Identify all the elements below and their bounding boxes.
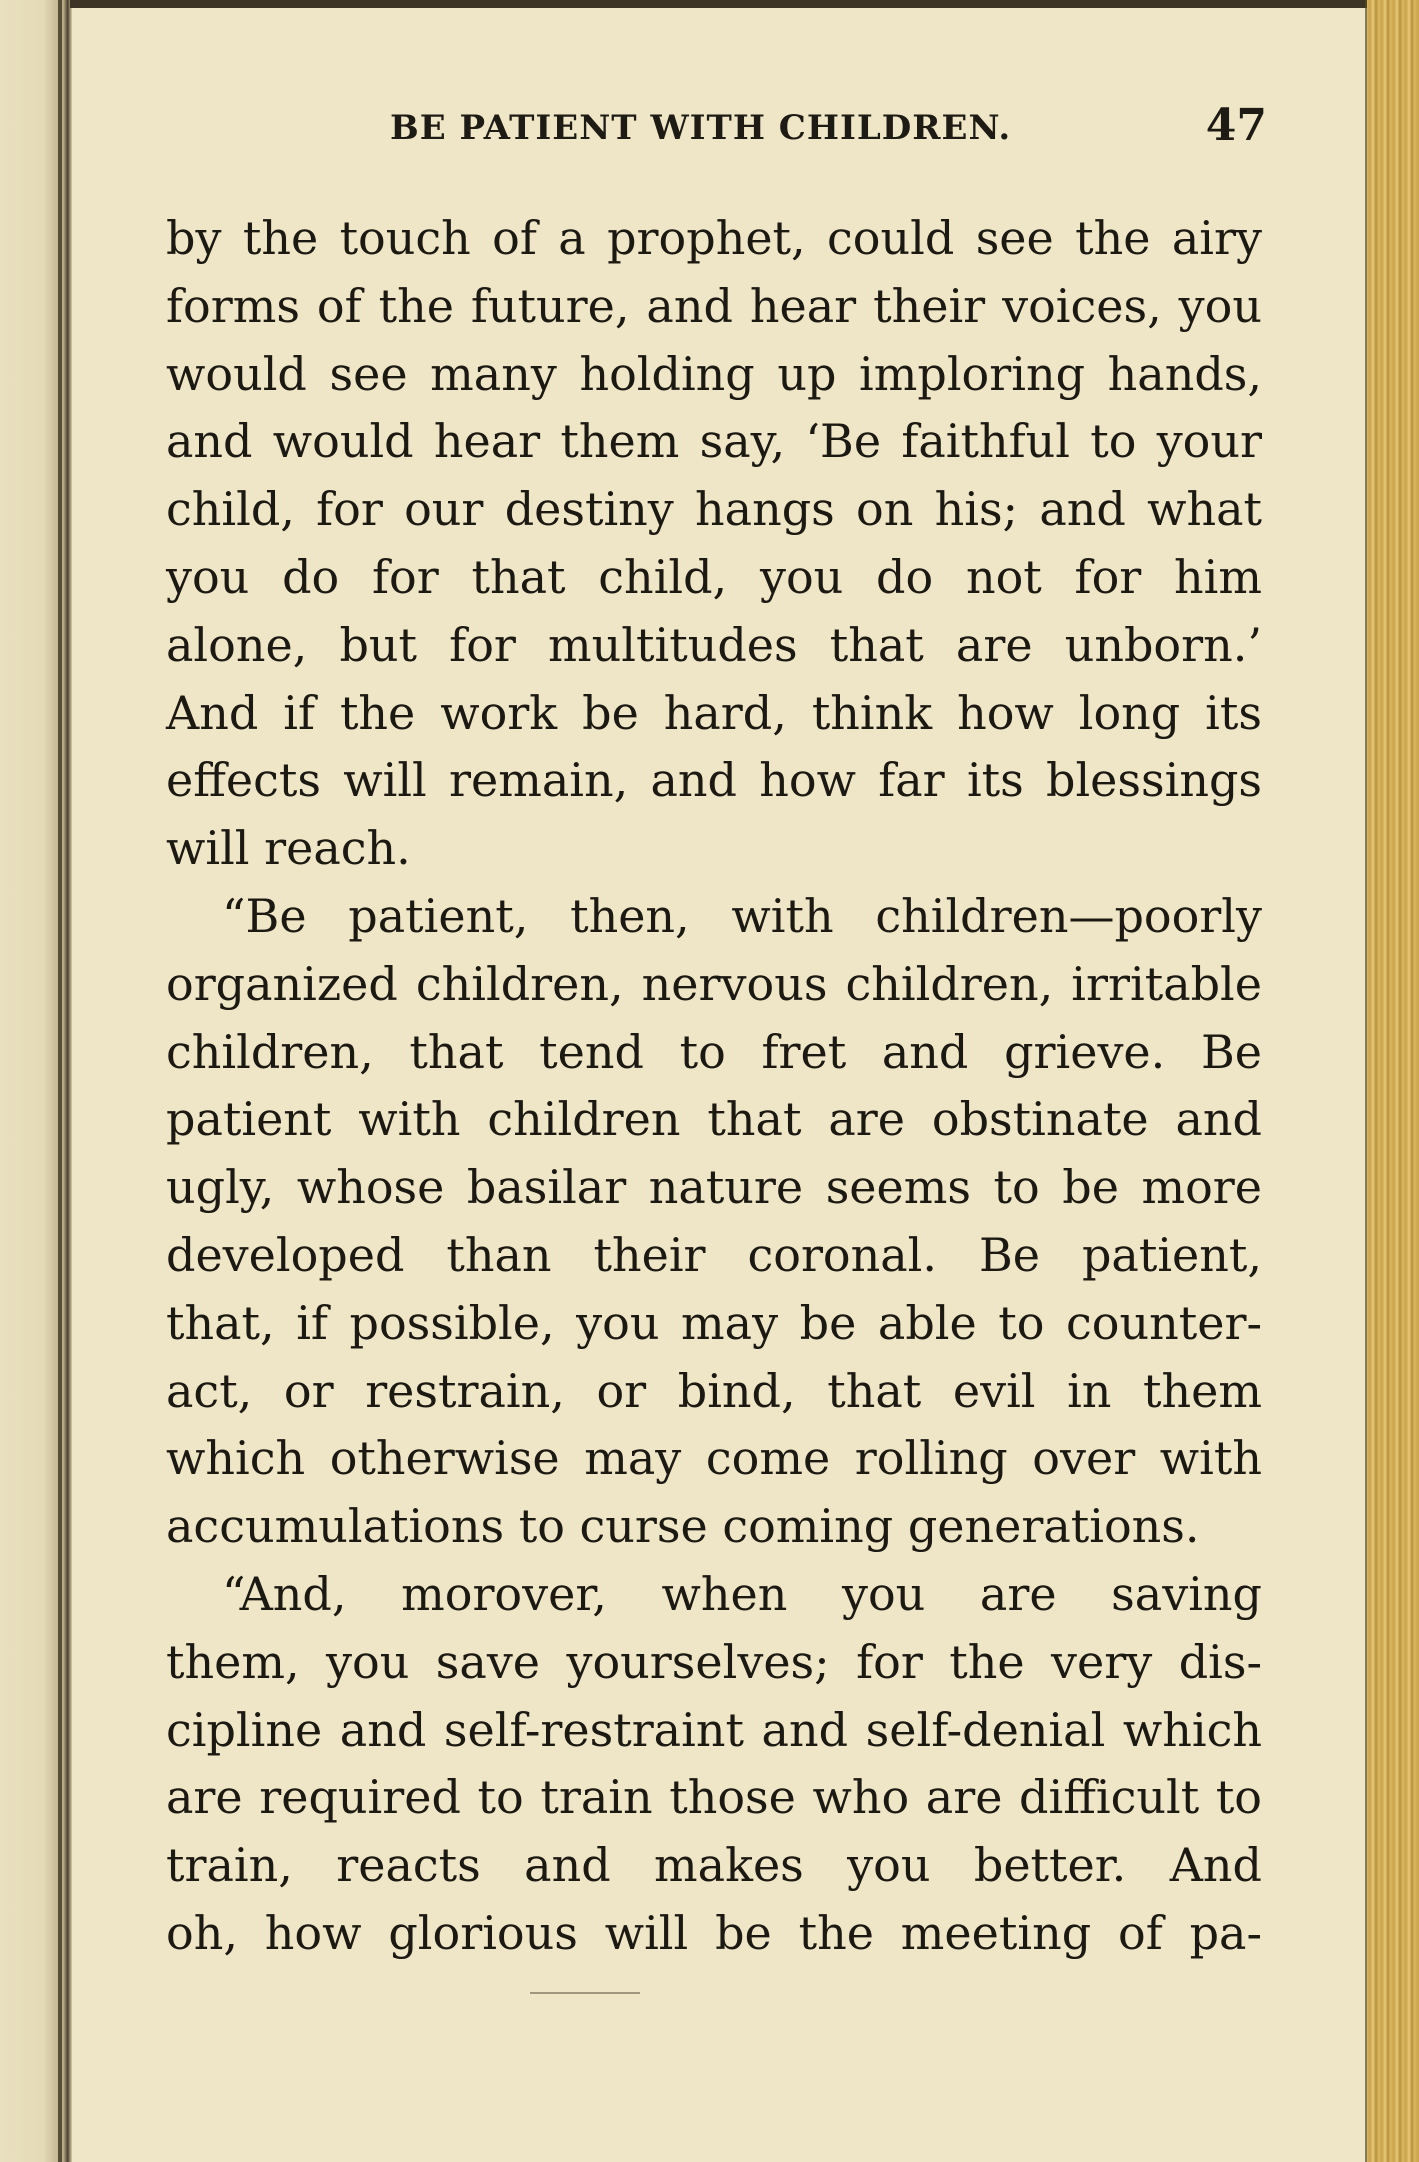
text-line: are required to train those who are difficult to bbox=[166, 1770, 1262, 1825]
text-line: And if the work be hard, think how long its bbox=[166, 685, 1262, 740]
text-line: would see many holding up imploring hands, bbox=[166, 346, 1262, 401]
text-line: forms of the future, and hear their voices, you bbox=[166, 278, 1262, 333]
text-line: patient with children that are obstinate and bbox=[166, 1092, 1262, 1147]
text-line: “And, morover, when you are saving bbox=[222, 1566, 1262, 1621]
text-line: you do for that child, you do not for him bbox=[166, 549, 1262, 604]
text-line: “Be patient, then, with children—poorly bbox=[222, 888, 1262, 943]
text-line: that, if possible, you may be able to counter- bbox=[166, 1295, 1262, 1350]
text-line: organized children, nervous children, irritable bbox=[166, 956, 1262, 1011]
text-line: children, that tend to fret and grieve. Be bbox=[166, 1024, 1262, 1079]
text-line: them, you save yourselves; for the very dis- bbox=[166, 1634, 1262, 1689]
text-line: by the touch of a prophet, could see the airy bbox=[166, 211, 1262, 265]
body-text bbox=[166, 205, 1262, 1968]
paragraph-1 bbox=[166, 205, 1262, 883]
text-line: effects will remain, and how far its blessings bbox=[166, 753, 1262, 808]
footer-rule bbox=[530, 1992, 640, 1994]
text-line: which otherwise may come rolling over with bbox=[166, 1431, 1262, 1486]
text-line: ugly, whose basilar nature seems to be more bbox=[166, 1160, 1262, 1215]
running-head: BE PATIENT WITH CHILDREN. bbox=[390, 108, 1012, 148]
text-line: act, or restrain, or bind, that evil in them bbox=[166, 1363, 1262, 1418]
text-line: alone, but for multitudes that are unborn.’ bbox=[166, 617, 1262, 672]
paragraph-3 bbox=[166, 1561, 1262, 1968]
text-line: developed than their coronal. Be patient, bbox=[166, 1227, 1262, 1282]
page-number: 47 bbox=[1205, 100, 1267, 151]
binding-shadow-line bbox=[58, 0, 62, 2162]
top-edge-shadow bbox=[70, 0, 1410, 8]
text-line: will reach. bbox=[166, 821, 411, 876]
text-line: train, reacts and makes you better. And bbox=[166, 1838, 1262, 1893]
text-line: child, for our destiny hangs on his; and what bbox=[166, 482, 1262, 537]
text-line: cipline and self-restraint and self-denial which bbox=[166, 1702, 1262, 1757]
text-line: oh, how glorious will be the meeting of pa- bbox=[166, 1905, 1262, 1960]
page-stack-edge bbox=[1367, 0, 1419, 2162]
paragraph-2 bbox=[166, 883, 1262, 1561]
text-line: accumulations to curse coming generations. bbox=[166, 1499, 1200, 1554]
text-line: and would hear them say, ‘Be faithful to your bbox=[166, 414, 1262, 469]
